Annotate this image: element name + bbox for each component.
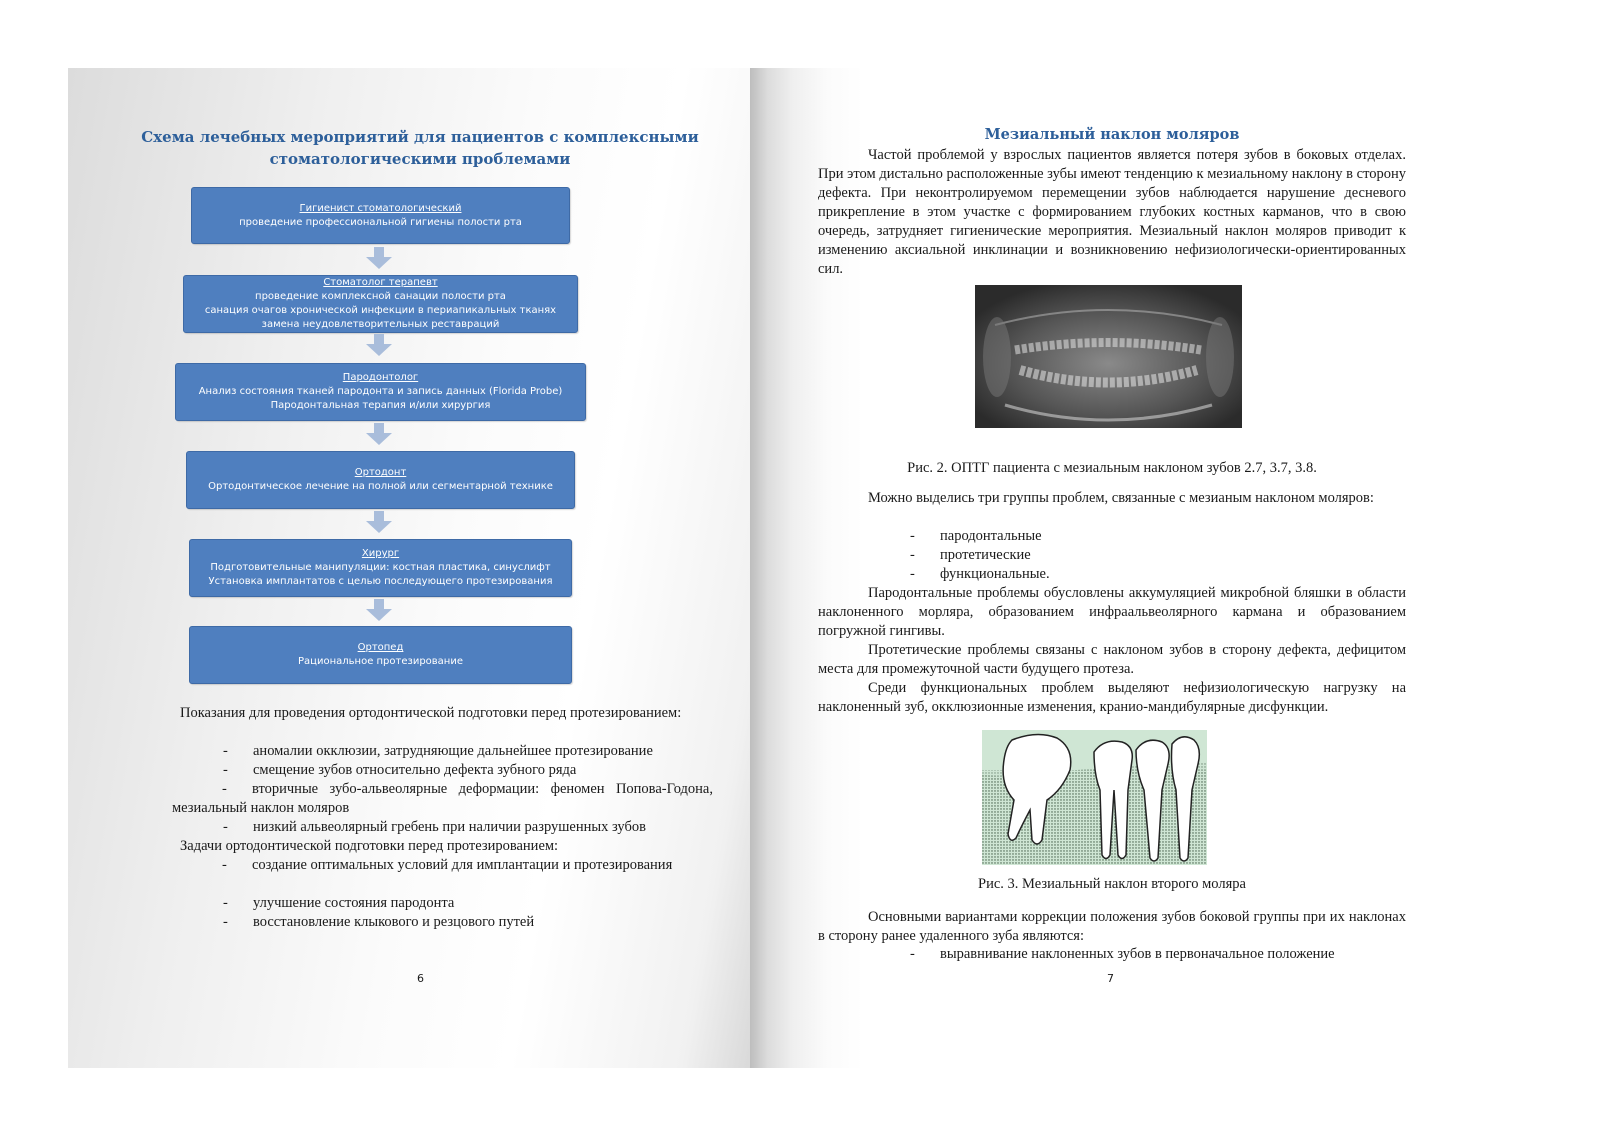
indication-text: смещение зубов относительно дефекта зубного ряда: [253, 762, 577, 778]
flow-line: Ортодонтическое лечение на полной или сегментарной технике: [208, 481, 553, 492]
page-number: 7: [1107, 972, 1114, 985]
task-text: восстановление клыкового и резцового путей: [253, 914, 535, 930]
indications-intro: Показания для проведения ортодонтической подготовки перед протезированием:: [180, 705, 682, 721]
correction-option-item: [910, 945, 1335, 964]
left-page-heading: [68, 126, 772, 170]
paragraph-intro: Частой проблемой у взрослых пациентов является потеря зубов в боковых отделах. При этом дистально расположенные зубы имеют тенденцию к мезиальному наклону в сторону дефекта. При неконтролируемом перемещении зубов наблюдается нарушение десневого прикрепление в этом участке с формированием глубоких костных карманов, что в свою очередь, затрудняет гигиенические мероприятия. Мезиальный наклон моляров приводит к изменению аксиальной инклинации и возникновению нефизиологически-ориентированных сил.: [818, 147, 1406, 277]
flow-line: замена неудовлетворительных реставраций: [261, 319, 500, 330]
dash: -: [222, 781, 227, 797]
flow-box-orthopedist: [189, 626, 572, 684]
down-arrow-icon: [366, 599, 392, 621]
indication-item: [223, 761, 713, 780]
dash: -: [910, 547, 915, 563]
down-arrow-icon: [366, 423, 392, 445]
down-arrow-icon: [366, 334, 392, 356]
flow-line: Рациональное протезирование: [298, 656, 463, 667]
flow-title: Пародонтолог: [342, 372, 419, 383]
right-page-heading: Мезиальный наклон моляров: [984, 126, 1240, 143]
correction-option-text: выравнивание наклоненных зубов в первоначальное положение: [940, 946, 1335, 962]
paragraph-functional: Среди функциональных проблем выделяют нефизиологическую нагрузку на наклоненный зуб, окклюзионные изменения, кранио-мандибулярные дисфункции.: [818, 680, 1406, 715]
indication-item: [172, 780, 713, 818]
task-text: улучшение состояния пародонта: [253, 895, 455, 911]
panoramic-xray-image: [975, 285, 1242, 428]
down-arrow-icon: [366, 511, 392, 533]
right-page: [750, 68, 1456, 1068]
paragraph-groups-intro: Можно выделись три группы проблем, связанные с мезианым наклоном моляров:: [868, 490, 1374, 506]
problem-group-text: протетические: [940, 547, 1031, 563]
task-item: [172, 856, 713, 875]
flow-title: Ортодонт: [354, 467, 407, 478]
problem-group-item: [910, 565, 1050, 584]
flow-line: проведение комплексной санации полости рта: [255, 291, 506, 302]
figure-2-caption: Рис. 2. ОПТГ пациента с мезиальным наклоном зубов 2.7, 3.7, 3.8.: [907, 460, 1317, 476]
dash: -: [910, 946, 915, 962]
flow-title: Гигиенист стоматологический: [299, 202, 462, 214]
problem-group-item: [910, 527, 1042, 546]
indication-text: низкий альвеолярный гребень при наличии разрушенных зубов: [253, 819, 646, 835]
dash: -: [223, 743, 228, 759]
tasks-intro: Задачи ортодонтической подготовки перед протезированием:: [180, 838, 559, 854]
flow-box-orthodontist: [186, 451, 575, 509]
paragraph-periodontal: Пародонтальные проблемы обусловлены аккумуляцией микробной бляшки в области наклоненного морляра, образованием инфраальвеолярного кармана и образованием погружной гингивы.: [818, 585, 1406, 639]
flow-title: Стоматолог терапевт: [323, 277, 438, 288]
flow-line: Анализ состояния тканей пародонта и запись данных (Florida Probe): [198, 386, 563, 397]
dash: -: [910, 528, 915, 544]
dash: -: [910, 566, 915, 582]
flow-line: санация очагов хронической инфекции в периапикальных тканях: [204, 305, 557, 316]
page-number: 6: [417, 972, 424, 985]
flow-box-periodontist: [175, 363, 586, 421]
flow-line: Подготовительные манипуляции: костная пластика, синуслифт: [210, 562, 551, 573]
paragraph-correction: Основными вариантами коррекции положения зубов боковой группы при их наклонах в сторону ранее удаленного зуба являются:: [818, 909, 1406, 944]
flow-box-surgeon: [189, 539, 572, 597]
dash: -: [223, 895, 228, 911]
flow-line: Пародонтальная терапия и/или хирургия: [270, 400, 491, 411]
paragraph-prosthetic: Протетические проблемы связаны с наклоном зубов в сторону дефекта, дефицитом места для промежуточной части будущего протеза.: [818, 642, 1406, 677]
dash: -: [223, 914, 228, 930]
flow-title: Хирург: [361, 548, 400, 559]
dash: -: [222, 857, 227, 873]
heading-line-1: Схема лечебных мероприятий для пациентов с комплексными: [141, 128, 699, 146]
heading-line-2: стоматологическими проблемами: [269, 150, 571, 168]
molar-tilt-illustration: [982, 730, 1207, 865]
problem-group-text: функциональные.: [940, 566, 1050, 582]
dash: -: [223, 819, 228, 835]
flow-box-therapist: [183, 275, 578, 333]
problem-group-item: [910, 546, 1031, 565]
flow-title: Ортопед: [357, 642, 404, 653]
problem-group-text: пародонтальные: [940, 528, 1042, 544]
indication-item: [223, 818, 713, 837]
down-arrow-icon: [366, 247, 392, 269]
figure-3-caption: Рис. 3. Мезиальный наклон второго моляра: [978, 876, 1246, 892]
left-page: [68, 68, 750, 1068]
indication-text: вторичные зубо-альвеолярные деформации: феномен Попова-Годона, мезиальный наклон моляров: [172, 781, 713, 816]
indication-text: аномалии окклюзии, затрудняющие дальнейшее протезирование: [253, 743, 653, 759]
task-item: [223, 913, 713, 932]
indication-item: [223, 742, 713, 761]
task-text: создание оптимальных условий для имплантации и протезирования: [252, 857, 673, 873]
dash: -: [223, 762, 228, 778]
flow-line: проведение профессиональной гигиены полости рта: [239, 216, 522, 228]
flow-box-hygienist: [191, 187, 570, 244]
flow-line: Установка имплантатов с целью последующего протезирования: [208, 576, 553, 587]
task-item: [223, 894, 713, 913]
